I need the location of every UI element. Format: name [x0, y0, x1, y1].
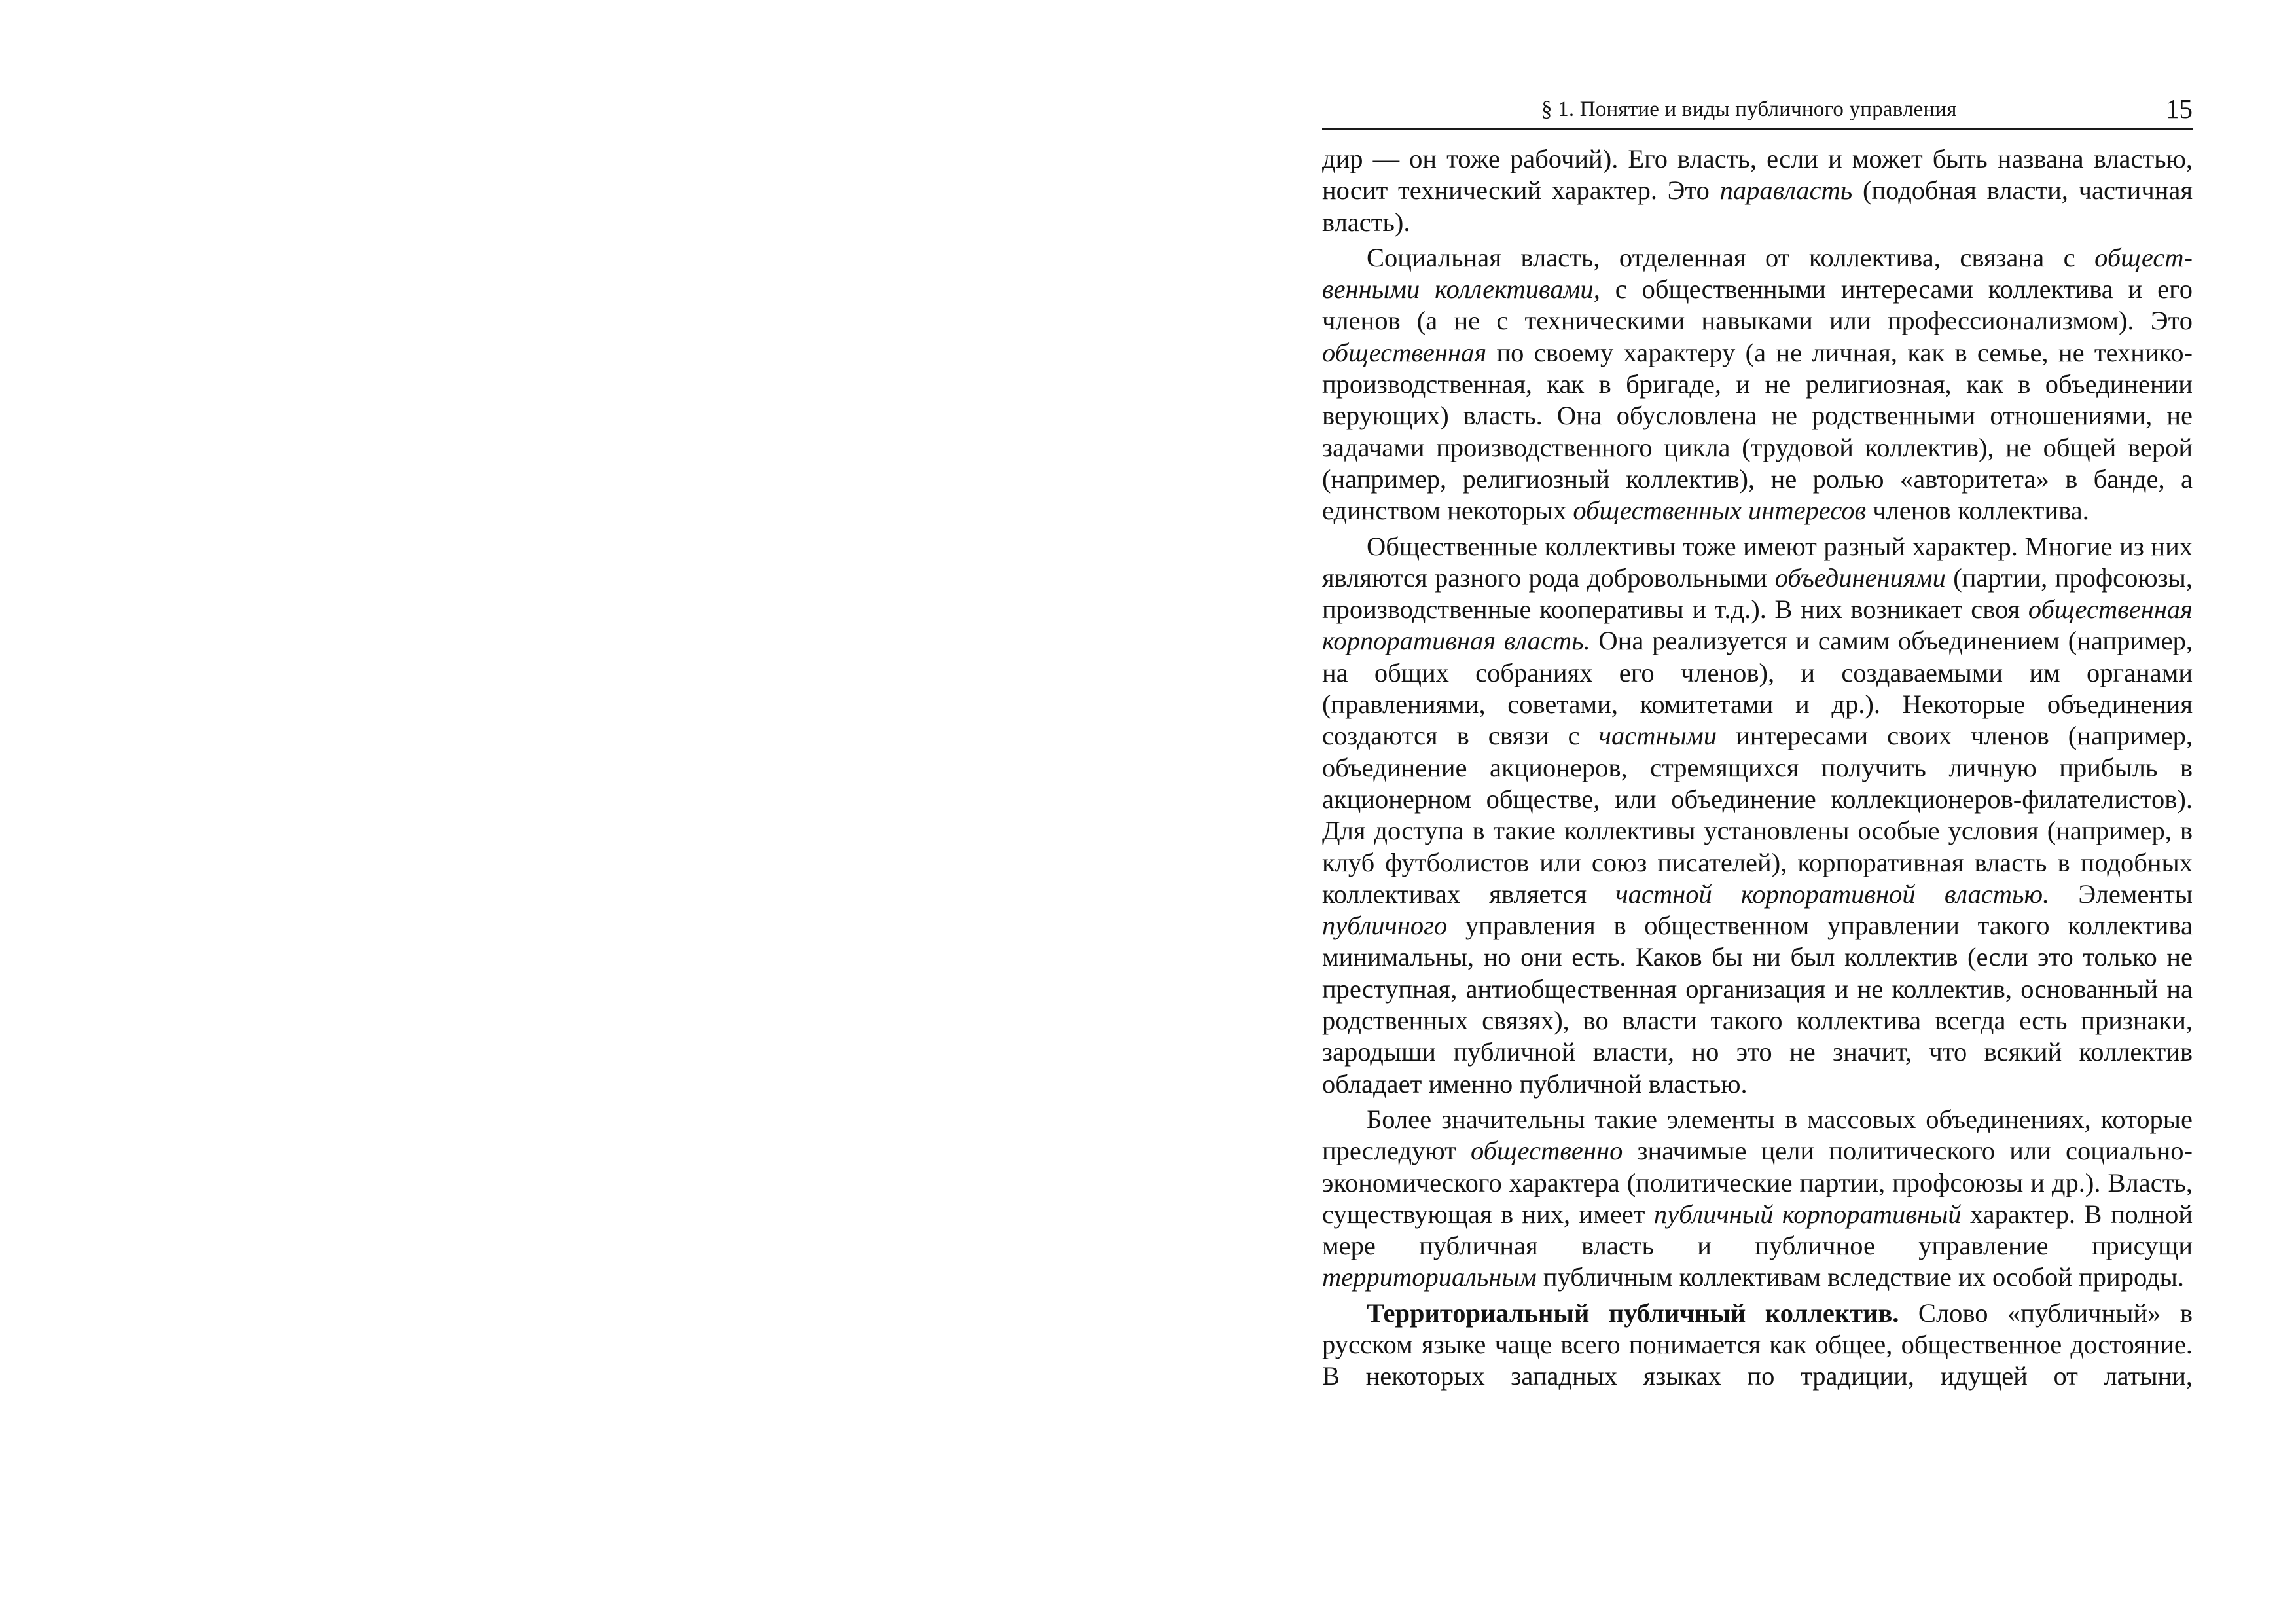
italic-term: публичного — [1322, 911, 1448, 941]
text-run: (партии, профсоюзы, производственные кооперативы и т.д.). В них возникает своя — [1322, 562, 2193, 625]
text-run: Социальная власть, отделенная от коллектива, связана с — [1367, 242, 2095, 272]
running-head — [1322, 92, 2193, 130]
bold-heading: Территориальный публичный коллектив. — [1367, 1298, 1899, 1328]
italic-term: общественная корпоративная власть. — [1322, 594, 2193, 656]
italic-term: частной корпоративной властью. — [1615, 879, 2050, 909]
italic-term: общественными коллективами — [1322, 242, 2193, 304]
page-number: 15 — [2166, 94, 2193, 124]
paragraph — [1322, 531, 2193, 1100]
text-run: по своему характеру (а не личная, как в семье, не технико-производственная, как в бригаде, и не религиозная, как в объединении верующих) власть. Она обусловлена не родственными отношениями, не задачами производственного цикла (трудовой коллектив), не общей верой (например, религиозный коллектив), не ролью «авторитета» в банде, а единством некоторых — [1322, 337, 2193, 526]
text-run: Элементы — [2049, 879, 2193, 909]
text-run: публичным коллективам вследствие их особой природы. — [1536, 1262, 2185, 1292]
book-page — [1322, 92, 2193, 1396]
text-run: Общественные коллективы тоже имеют разный характер. Многие из них являются разного рода добровольными — [1322, 531, 2193, 593]
text-run: Она реализуется и самим объединением (например, на общих собраниях его членов), и создаваемыми им органами (правлениями, советами, комитетами и др.). Некоторые объединения создаются в связи с — [1322, 626, 2193, 751]
body-text — [1322, 143, 2193, 1393]
running-head-title: § 1. Понятие и виды публичного управления — [1541, 98, 1957, 121]
italic-term: объединениями — [1774, 562, 1946, 593]
text-run: характер. В полной мере публичная власть и публичное управление присущи — [1322, 1199, 2193, 1261]
italic-term: территориальным — [1322, 1262, 1537, 1292]
text-run: управления в общественном управлении такого коллектива минимальны, но они есть. Каков бы ни был коллектив (если это только не преступная, антиобщественная организация и не коллектив, основанный на родственных связях), во власти такого коллектива всегда есть признаки, зародыши публичной власти, но это не значит, что всякий коллектив обладает именно публичной властью. — [1322, 911, 2193, 1099]
text-run: членов коллектива. — [1866, 496, 2089, 526]
paragraph — [1322, 1104, 2193, 1294]
text-run: значимые цели политического или социально-экономического характера (политические партии, профсоюзы и др.). Власть, существующая в них, имеет — [1322, 1136, 2193, 1229]
italic-term: общественная — [1322, 337, 1487, 367]
italic-term: общественно — [1471, 1136, 1623, 1166]
italic-term: общественных интересов — [1573, 496, 1867, 526]
italic-term: публичный корпоративный — [1653, 1199, 1962, 1229]
italic-term: паравласть — [1719, 175, 1853, 206]
paragraph — [1322, 143, 2193, 238]
text-run: Слово «публичный» в русском языке чаще всего понимается как общее, общественное достояние. В некоторых западных языках по традиции, идущей от латыни, — [1322, 1298, 2193, 1391]
paragraph — [1322, 1298, 2193, 1393]
text-run: дир — он тоже рабочий). Его власть, если и может быть названа властью, носит технический характер. Это — [1322, 144, 2193, 206]
italic-term: частными — [1598, 721, 1717, 751]
text-run: интересами своих членов (например, объединение акционеров, стремящихся получить личную прибыль в акционерном обществе, или объединение коллекционеров-филателистов). Для доступа в такие коллективы установлены особые условия (например, в клуб футболистов или союз писателей), корпоративная власть в подобных коллективах является — [1322, 721, 2193, 909]
text-run: Более значительны такие элементы в массовых объединениях, которые преследуют — [1322, 1104, 2193, 1166]
text-run: (подобная власти, частичная власть). — [1322, 175, 2193, 237]
text-run: , с общественными интересами коллектива и его членов (а не с техническими навыками или профессионализмом). Это — [1322, 274, 2193, 336]
paragraph — [1322, 242, 2193, 527]
